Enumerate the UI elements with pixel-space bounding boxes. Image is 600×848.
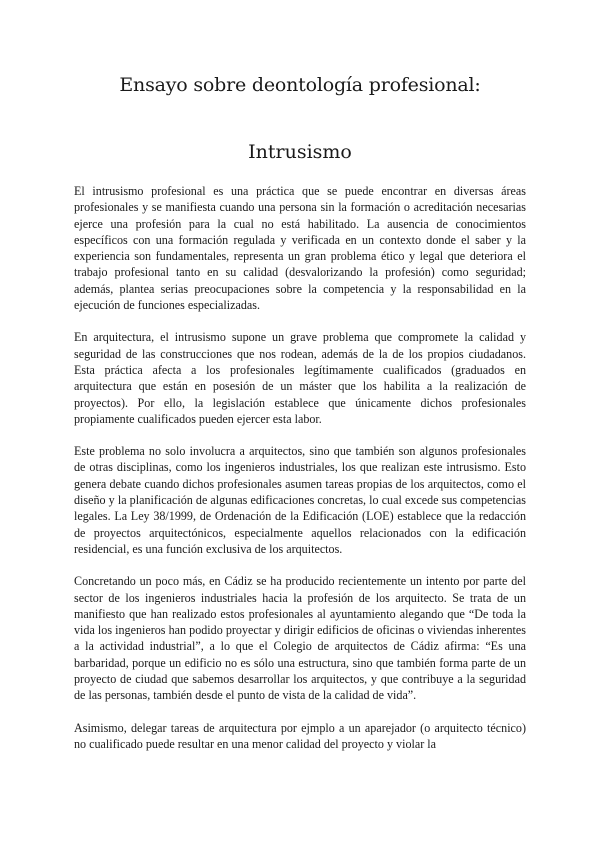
paragraph: En arquitectura, el intrusismo supone un grave problema que compromete la calidad y seguridad de las construcciones que nos rodean, además de la de los propios ciudadanos. Esta práctica afecta a los profesionales legítimamente cualificados (graduados en arquitectura que están en posesión de un máster que los habilita a la realización de proyectos). Por ello, la legislación establece que únicamente dichos profesionales propiamente cualificados pueden ejercer esta labor. (74, 330, 526, 426)
document-body (74, 183, 526, 768)
paragraph: Asimismo, delegar tareas de arquitectura por ejmplo a un aparejador (o arquitecto técnico) no cualificado puede resultar en una menor calidad del proyecto y violar la (74, 720, 526, 751)
section-title: Intrusismo (248, 141, 352, 163)
paragraph: Concretando un poco más, en Cádiz se ha producido recientemente un intento por parte del sector de los ingenieros industriales hacia la profesión de los arquitecto. Se trata de un manifiesto que han realizado estos profesionales al ayuntamiento alegando que “De toda la vida los ingenieros han podido proyectar y dirigir edificios de oficinas o viviendas inherentes a la actividad industrial”, a lo que el Colegio de arquitectos de Cádiz afirma: “Es una barbaridad, porque un edificio no es sólo una estructura, sino que también forma parte de un proyecto de ciudad que sabemos desarrollar los arquitectos, y que contribuye a la seguridad de las personas, también desde el punto de vista de la calidad de vida”. (74, 574, 526, 703)
document-title: Ensayo sobre deontología profesional: (119, 74, 481, 96)
paragraph: Este problema no solo involucra a arquitectos, sino que también son algunos profesionales de otras disciplinas, como los ingenieros industriales, los que realizan este intrusismo. Esto genera debate cuando dichos profesionales asumen tareas propias de los arquitectos, como el diseño y la planificación de algunas edificaciones concretas, lo cual excede sus competencias legales. La Ley 38/1999, de Ordenación de la Edificación (LOE) establece que la redacción de proyectos arquitectónicos, especialmente aquellos relacionados con la edificación residencial, es una función exclusiva de los arquitectos. (74, 444, 526, 556)
paragraph: El intrusismo profesional es una práctica que se puede encontrar en diversas áreas profesionales y se manifiesta cuando una persona sin la formación o acreditación necesarias ejerce una profesión para la cual no está habilitado. La ausencia de conocimientos específicos con una formación regulada y verificada en un contexto donde el saber y la experiencia son fundamentales, representa un gran problema ético y legal que deteriora el trabajo profesional tanto en su calidad (desvalorizando la profesión) como seguridad; además, plantea serias preocupaciones sobre la competencia y la responsabilidad en la ejecución de funciones especializadas. (74, 184, 526, 313)
